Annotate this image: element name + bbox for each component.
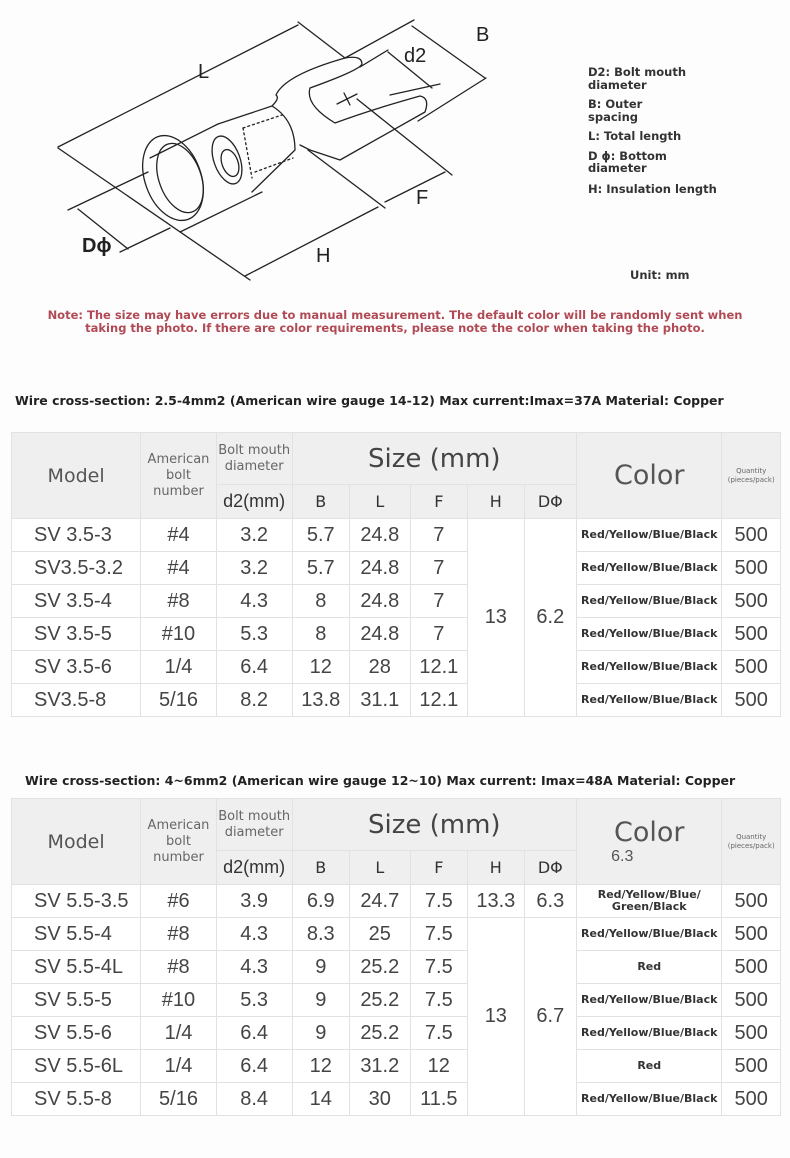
cell-d2: 5.3 — [216, 618, 292, 651]
dimension-legend — [588, 66, 788, 202]
cell-quantity: 500 — [722, 618, 781, 651]
cell-bolt-number: #8 — [141, 951, 217, 984]
cell-b: 14 — [292, 1083, 350, 1116]
header-color: Color — [577, 433, 722, 519]
cell-f: 7 — [410, 519, 468, 552]
spade-terminal-diagram — [0, 0, 560, 290]
cell-b: 9 — [292, 951, 350, 984]
cell-colors: Red — [577, 1050, 722, 1083]
header-f: F — [410, 485, 468, 519]
cell-bolt-number: #4 — [141, 552, 217, 585]
header-d: DΦ — [524, 851, 577, 885]
cell-f: 12 — [410, 1050, 468, 1083]
cell-b: 12 — [292, 1050, 350, 1083]
cell-d-merged: 6.7 — [524, 918, 577, 1116]
label-F: F — [416, 187, 429, 209]
cell-bolt-number: #8 — [141, 585, 217, 618]
cell-colors: Red/Yellow/Blue/ Green/Black — [577, 885, 722, 918]
cell-f: 7 — [410, 585, 468, 618]
cell-d2: 3.2 — [216, 519, 292, 552]
cell-l: 25.2 — [350, 1017, 411, 1050]
cell-b: 8.3 — [292, 918, 350, 951]
cell-model: SV 5.5-4 — [12, 918, 141, 951]
cell-h-merged: 13 — [468, 918, 525, 1116]
cell-colors: Red/Yellow/Blue/Black — [577, 1017, 722, 1050]
cell-d2: 6.4 — [216, 651, 292, 684]
header-quantity: Quantity (pieces/pack) — [722, 799, 781, 885]
cell-quantity: 500 — [722, 684, 781, 717]
cell-l: 24.8 — [350, 552, 411, 585]
label-H: H — [316, 245, 331, 267]
header-model: Model — [12, 433, 141, 519]
table-row — [12, 1017, 781, 1050]
header-size: Size (mm) — [292, 433, 577, 485]
cell-model: SV 5.5-4L — [12, 951, 141, 984]
cell-bolt-number: #6 — [141, 885, 217, 918]
cell-b: 12 — [292, 651, 350, 684]
cell-l: 31.1 — [350, 684, 411, 717]
header-l: L — [350, 851, 411, 885]
table-row — [12, 885, 781, 918]
header-american-bolt: American bolt number — [141, 433, 217, 519]
cell-quantity: 500 — [722, 651, 781, 684]
table-row — [12, 651, 781, 684]
cell-quantity: 500 — [722, 519, 781, 552]
cell-bolt-number: #10 — [141, 984, 217, 1017]
cell-f: 12.1 — [410, 684, 468, 717]
cell-colors: Red/Yellow/Blue/Black — [577, 984, 722, 1017]
cell-model: SV3.5-3.2 — [12, 552, 141, 585]
legend-l: L: Total length — [588, 129, 682, 143]
cell-colors: Red/Yellow/Blue/Black — [577, 684, 722, 717]
cell-f: 7 — [410, 552, 468, 585]
cell-bolt-number: #4 — [141, 519, 217, 552]
cell-b: 5.7 — [292, 552, 350, 585]
cell-f: 7.5 — [410, 1017, 468, 1050]
cell-d2: 3.2 — [216, 552, 292, 585]
cell-model: SV 5.5-6L — [12, 1050, 141, 1083]
cell-f: 7.5 — [410, 885, 468, 918]
cell-bolt-number: 1/4 — [141, 651, 217, 684]
cell-d2: 6.4 — [216, 1017, 292, 1050]
header-l: L — [350, 485, 411, 519]
cell-quantity: 500 — [722, 885, 781, 918]
cell-quantity: 500 — [722, 984, 781, 1017]
cell-bolt-number: #8 — [141, 918, 217, 951]
header-american-bolt: American bolt number — [141, 799, 217, 885]
cell-colors: Red/Yellow/Blue/Black — [577, 519, 722, 552]
table-row — [12, 984, 781, 1017]
cell-l: 24.8 — [350, 618, 411, 651]
header-d2: d2(mm) — [216, 851, 292, 885]
cell-model: SV 5.5-3.5 — [12, 885, 141, 918]
cell-d2: 5.3 — [216, 984, 292, 1017]
cell-bolt-number: 5/16 — [141, 684, 217, 717]
cell-d2: 8.2 — [216, 684, 292, 717]
cell-model: SV 5.5-8 — [12, 1083, 141, 1116]
cell-quantity: 500 — [722, 1017, 781, 1050]
table-row — [12, 552, 781, 585]
legend-h: H: Insulation length — [588, 181, 717, 196]
spec-table-2 — [11, 798, 781, 1116]
cell-b: 9 — [292, 984, 350, 1017]
cell-h-merged: 13 — [468, 519, 525, 717]
cell-f: 7.5 — [410, 984, 468, 1017]
header-bolt-mouth: Bolt mouth diameter — [216, 799, 292, 851]
cell-l: 31.2 — [350, 1050, 411, 1083]
header-h: H — [468, 851, 525, 885]
table-row — [12, 519, 781, 552]
cell-b: 5.7 — [292, 519, 350, 552]
table-row — [12, 951, 781, 984]
cell-h: 13.3 — [468, 885, 525, 918]
legend-b: B: Outer spacing — [588, 97, 643, 124]
cell-quantity: 500 — [722, 1083, 781, 1116]
cell-f: 11.5 — [410, 1083, 468, 1116]
cell-l: 25.2 — [350, 951, 411, 984]
cell-quantity: 500 — [722, 552, 781, 585]
cell-bolt-number: 1/4 — [141, 1017, 217, 1050]
cell-d2: 3.9 — [216, 885, 292, 918]
cell-l: 24.8 — [350, 585, 411, 618]
table2-title: Wire cross-section: 4~6mm2 (American wire gauge 12~10) Max current: Imax=48A Material: Copper — [25, 773, 736, 788]
header-color: Color 6.3 — [577, 799, 722, 885]
cell-bolt-number: 1/4 — [141, 1050, 217, 1083]
unit-label: Unit: mm — [630, 268, 690, 282]
label-B: B — [476, 24, 490, 46]
cell-quantity: 500 — [722, 1050, 781, 1083]
label-D: Dϕ — [82, 235, 112, 257]
cell-model: SV 3.5-6 — [12, 651, 141, 684]
dimension-line-H — [245, 207, 378, 276]
header-f: F — [410, 851, 468, 885]
cell-quantity: 500 — [722, 918, 781, 951]
cell-f: 12.1 — [410, 651, 468, 684]
cell-b: 8 — [292, 585, 350, 618]
cell-d2: 4.3 — [216, 585, 292, 618]
cell-d2: 4.3 — [216, 918, 292, 951]
header-b: B — [292, 851, 350, 885]
table-row — [12, 918, 781, 951]
header-b: B — [292, 485, 350, 519]
table-row — [12, 1050, 781, 1083]
cell-d2: 6.4 — [216, 1050, 292, 1083]
cell-b: 8 — [292, 618, 350, 651]
cell-bolt-number: 5/16 — [141, 1083, 217, 1116]
cell-bolt-number: #10 — [141, 618, 217, 651]
table-row — [12, 684, 781, 717]
measurement-note: Note: The size may have errors due to manual measurement. The default color will be randomly sent when taking the photo. If there are color requirements, please note the color when taking the photo. — [47, 308, 743, 335]
cell-model: SV3.5-8 — [12, 684, 141, 717]
cell-f: 7.5 — [410, 951, 468, 984]
table-row — [12, 1083, 781, 1116]
cell-colors: Red/Yellow/Blue/Black — [577, 552, 722, 585]
cell-colors: Red — [577, 951, 722, 984]
table-row — [12, 618, 781, 651]
header-h: H — [468, 485, 525, 519]
header-color-sub: 6.3 — [611, 848, 634, 865]
cell-l: 24.7 — [350, 885, 411, 918]
header-d2: d2(mm) — [216, 485, 292, 519]
spec-table-1 — [11, 432, 781, 717]
cell-quantity: 500 — [722, 951, 781, 984]
cell-f: 7 — [410, 618, 468, 651]
legend-d2: D2: Bolt mouth diameter — [588, 65, 687, 92]
cell-d-merged: 6.2 — [524, 519, 577, 717]
table1-title: Wire cross-section: 2.5-4mm2 (American wire gauge 14-12) Max current:Imax=37A Material: Copper — [15, 393, 724, 408]
cell-l: 24.8 — [350, 519, 411, 552]
legend-d: D ϕ: Bottom diameter — [588, 148, 667, 175]
cell-b: 13.8 — [292, 684, 350, 717]
cell-model: SV 5.5-6 — [12, 1017, 141, 1050]
cell-l: 30 — [350, 1083, 411, 1116]
cell-colors: Red/Yellow/Blue/Black — [577, 585, 722, 618]
table-row — [12, 585, 781, 618]
cell-model: SV 3.5-5 — [12, 618, 141, 651]
cell-colors: Red/Yellow/Blue/Black — [577, 651, 722, 684]
cell-l: 25 — [350, 918, 411, 951]
cell-model: SV 5.5-5 — [12, 984, 141, 1017]
cell-f: 7.5 — [410, 918, 468, 951]
dimension-line-F — [385, 172, 445, 202]
cell-d2: 4.3 — [216, 951, 292, 984]
cell-d2: 8.4 — [216, 1083, 292, 1116]
header-d: DΦ — [524, 485, 577, 519]
cell-b: 6.9 — [292, 885, 350, 918]
cell-b: 9 — [292, 1017, 350, 1050]
cell-d: 6.3 — [524, 885, 577, 918]
header-model: Model — [12, 799, 141, 885]
cell-l: 25.2 — [350, 984, 411, 1017]
header-size: Size (mm) — [292, 799, 577, 851]
cell-l: 28 — [350, 651, 411, 684]
cell-colors: Red/Yellow/Blue/Black — [577, 1083, 722, 1116]
dimension-line-L — [58, 25, 298, 147]
label-d2: d2 — [404, 45, 427, 67]
header-bolt-mouth: Bolt mouth diameter — [216, 433, 292, 485]
label-L: L — [198, 61, 210, 83]
cell-colors: Red/Yellow/Blue/Black — [577, 618, 722, 651]
cell-model: SV 3.5-4 — [12, 585, 141, 618]
cell-colors: Red/Yellow/Blue/Black — [577, 918, 722, 951]
cell-quantity: 500 — [722, 585, 781, 618]
header-quantity: Quantity (pieces/pack) — [722, 433, 781, 519]
cell-model: SV 3.5-3 — [12, 519, 141, 552]
